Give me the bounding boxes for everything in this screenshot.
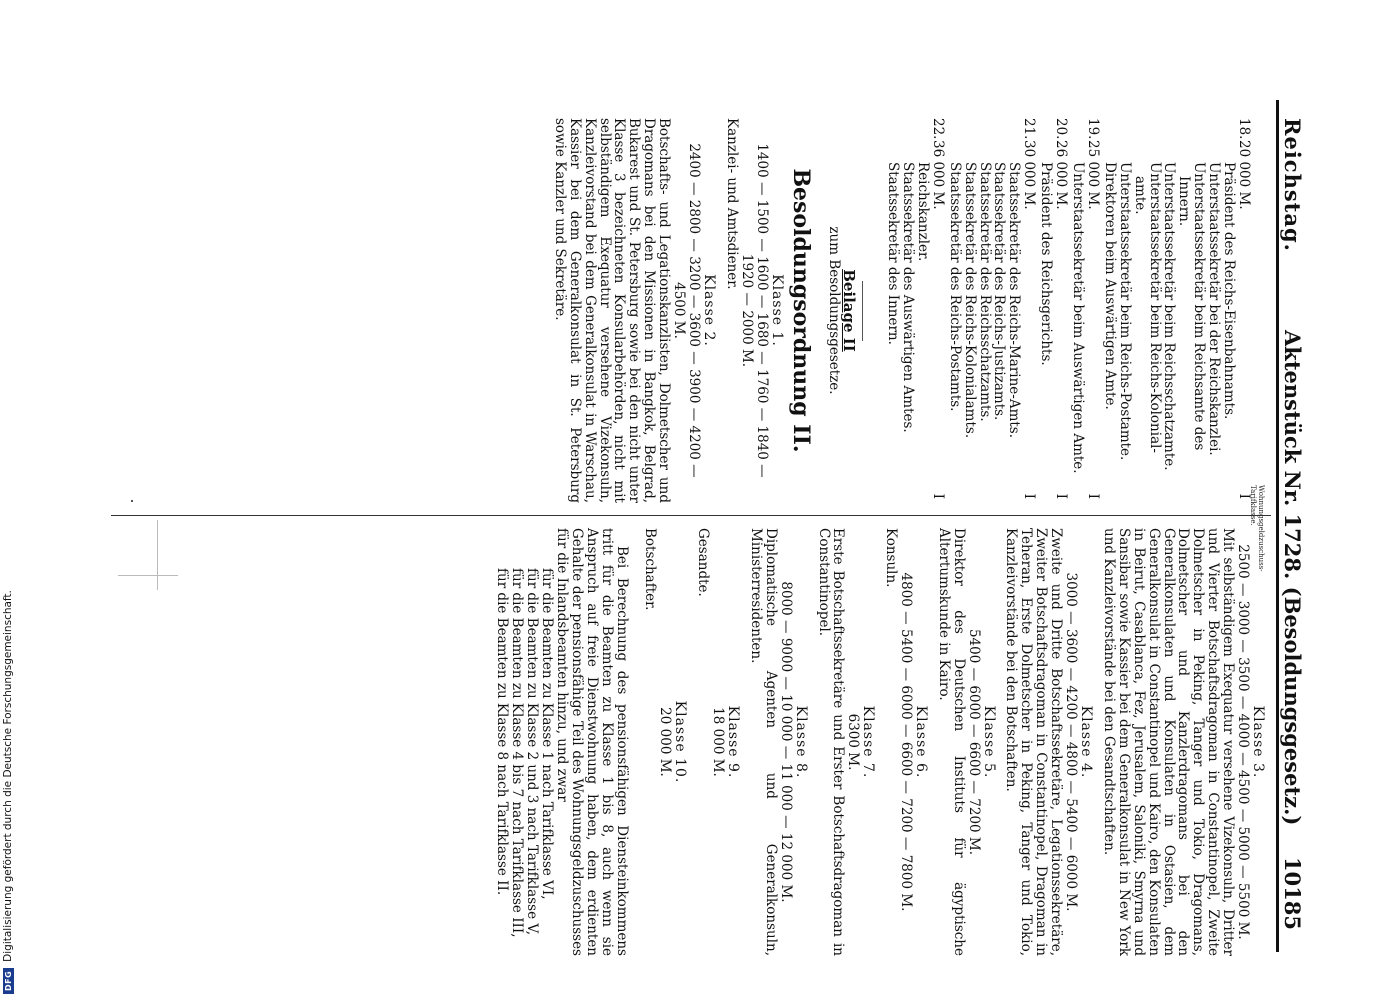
entry-position: Unterstaatssekretär beim Reichs-Postamte. — [1116, 162, 1133, 461]
rank-entries — [885, 118, 1251, 503]
klasse-6-label: Klasse 6. — [912, 705, 929, 779]
entry-position: Unterstaatssekretär beim Reichs-Kolonial- — [1146, 162, 1163, 453]
klasse-5-text: Direktor des Deutschen Instituts für ägyptische Altertumskunde in Kairo. — [935, 528, 967, 956]
entry-salary: 36 000 M. — [929, 140, 946, 210]
dfg-logo: DFG — [3, 968, 14, 994]
entry-salary: 20 000 M. — [1236, 140, 1252, 210]
tarifklasse-list-item: für die Beamten zu Klasse 1 nach Tarifklasse VI, — [539, 568, 556, 900]
tarifklasse-mark: I — [929, 493, 946, 499]
entry-position: Unterstaatssekretär bei der Reichskanzlei. — [1206, 162, 1223, 456]
klasse-10-text: Botschafter. — [642, 528, 659, 611]
entry-salary: 30 000 M. — [1021, 140, 1038, 210]
tarifklasse-list-item: für die Beamten zu Klasse 4 bis 7 nach Tarifklasse III, — [509, 568, 526, 938]
klasse-2-text: Botschafts- und Legationskanzlisten, Dolmetscher und Dragomans bei den Missionen in Bangkok, Belgrad, Bukarest und St. Petersburg sowie bei den nicht unter Klasse 3 bezeichneten Konsularbehörden, nicht mit selbständigem Exequatur versehene Vizekonsuln, Kanzleivorstand bei dem Generalkonsulat in Warschau, Kassier bei dem Generalkonsulat in St. Petersburg sowie Kanzler und Sekretäre. — [551, 118, 673, 503]
klasse-7-scale: 6300 M. — [845, 713, 862, 771]
klasse-2-scale: 2400 — 2800 — 3200 — 3600 — 3900 — 4200 — — [686, 143, 702, 478]
entry-position: Staatssekretär des Auswärtigen Amtes. — [900, 162, 917, 433]
klasse-3-scale: 2500 — 3000 — 3500 — 4000 — 4500 — 5000 — 5500 M. — [1235, 544, 1252, 940]
klasse-9-scale: 18 000 M. — [710, 707, 727, 777]
entry-position: Unterstaatssekretär beim Auswärtigen Amte. — [1070, 162, 1087, 474]
header-rule — [1276, 100, 1279, 952]
klasse-7-text: Erste Botschaftssekretäre und Erster Botschaftsdragoman in Constantinopel. — [815, 528, 847, 956]
right-column — [494, 528, 1265, 956]
beilage-heading: Beilage II — [840, 269, 859, 352]
header-reichstag: Reichstag. — [1280, 118, 1305, 252]
column-divider — [111, 515, 1271, 516]
klasse-2-scale-cont: 4500 M. — [671, 282, 688, 339]
tarifklasse-list-item: für die Beamten zu Klasse 2 und 3 nach Tarifklasse V, — [524, 568, 541, 936]
klasse-1-label: Klasse 1. — [768, 274, 785, 347]
klasse-2-label: Klasse 2. — [700, 274, 717, 347]
header-aktenstueck: Aktenstück Nr. 1728. (Besoldungsgesetz.) — [1280, 330, 1305, 826]
tarifklasse-mark: I — [1021, 493, 1038, 499]
klasse-8-label: Klasse 8. — [792, 705, 809, 779]
entry-position: Reichskanzler. — [914, 162, 931, 262]
credit-text: Digitalisierung gefördert durch die Deutsche Forschungsgemeinschaft. — [2, 590, 14, 962]
digitization-credit — [0, 0, 20, 1000]
beilage-subheading: zum Besoldungsgesetze. — [826, 226, 843, 395]
entry-salary: 26 000 M. — [1053, 140, 1070, 210]
entry-position: Staatssekretär des Reichs-Kolonialamts. — [961, 162, 978, 439]
entry-position: Unterstaatssekretär beim Reichsamte des — [1191, 162, 1208, 451]
entry-position: Unterstaatssekretär beim Reichsschatzamte. — [1161, 162, 1178, 471]
klasse-10-scale: 20 000 M. — [657, 707, 674, 777]
section-rule — [862, 281, 863, 341]
klasse-3-label: Klasse 3. — [1250, 705, 1266, 779]
klasse-9-text: Gesandte. — [695, 528, 712, 597]
klasse-4-scale: 3000 — 3600 — 4200 — 4800 — 5400 — 6000 M. — [1063, 572, 1080, 912]
klasse-1-scale-cont: 1920 — 2000 M. — [738, 253, 755, 368]
entry-number: 20. — [1053, 118, 1070, 140]
klasse-1-text: Kanzlei- und Amtsdiener. — [723, 118, 740, 290]
entry-position: Präsident des Reichsgerichts. — [1038, 162, 1055, 366]
entry-position: Staatssekretär des Reichs-Justizamts. — [991, 162, 1008, 421]
scan-speck — [131, 500, 133, 502]
klasse-7-label: Klasse 7. — [860, 705, 877, 779]
entry-number: 18. — [1236, 118, 1252, 140]
klasse-10-label: Klasse 10. — [672, 700, 689, 784]
tarifklasse-list-item: für die Beamten zu Klasse 8 nach Tarifklasse II. — [494, 568, 511, 896]
pension-paragraph: Bei Berechnung des pensionsfähigen Diensteinkommens tritt für die Beamten zu Klasse 1 bis 8, auch wenn sie Anspruch auf freie Dienstwohnung haben, dem erdienten Gehalte der pensionsfähige Teil des Wohnungsgeldzuschusses für die Inlandsbeamten hinzu, und zwar — [553, 528, 630, 956]
klasse-6-text: Konsuln. — [883, 528, 900, 588]
klasse-8-scale: 8000 — 9000 — 10 000 — 11 000 — 12 000 M. — [777, 581, 794, 903]
entry-number: 21. — [1021, 118, 1038, 140]
tarifklasse-mark: I — [1084, 493, 1101, 499]
klasse-4-label: Klasse 4. — [1078, 705, 1095, 779]
rank-entry — [885, 118, 945, 503]
klasse-5-label: Klasse 5. — [980, 705, 997, 779]
klasse-1-scale: 1400 — 1500 — 1600 — 1680 — 1760 — 1840 — — [753, 143, 770, 478]
tarifklasse-list — [494, 528, 554, 956]
entry-position: Staatssekretär des Innern. — [885, 162, 902, 345]
tarifklasse-mark: I — [1236, 493, 1252, 499]
entry-position: Staatssekretär des Reichsschatzamts. — [976, 162, 993, 422]
entry-position: Direktoren beim Auswärtigen Amte. — [1101, 162, 1118, 410]
entry-position: Innern. — [1176, 176, 1193, 227]
tarifklasse-mark: I — [1053, 493, 1070, 499]
entry-number: 19. — [1084, 118, 1101, 140]
entry-salary: 25 000 M. — [1084, 140, 1101, 210]
klasse-3-text: Mit selbständigem Exequatur versehene Vizekonsuln, Dritter und Vierter Botschaftsdragoman in Constantinopel, Zweite Dolmetscher in Peking, Tanger und Tokio, Dragomans, Dolmetscher und Kanzlerdragomans bei den Generalkonsulaten und Konsulaten in Ostasien, dem Generalkonsulat in Constantinopel und Kairo, den Konsulaten in Beirut, Casablanca, Fez, Jerusalem, Saloniki, Smyrna und Sansibar sowie Kassier bei dem Generalkonsulat in New York und Kanzleivorstände bei den Gesandtschaften. — [1100, 528, 1237, 956]
entry-position: Präsident des Reichs-Eisenbahnamts. — [1221, 162, 1238, 420]
entry-position: amte. — [1131, 176, 1148, 215]
klasse-4-text: Zweite und Dritte Botschaftssekretäre, Legationssekretäre, Zweiter Botschaftsdragoman in Constantinopel, Dragoman in Teheran, Erste Dolmetscher in Peking, Tanger und Tokio, Kanzleivorstände bei den Botschaften. — [1003, 528, 1065, 956]
rank-entry — [1070, 118, 1100, 503]
klasse-9-label: Klasse 9. — [725, 705, 741, 779]
scan-mark — [118, 575, 178, 576]
rank-entry — [947, 118, 1036, 503]
rank-entry — [1102, 118, 1251, 503]
klasse-6-scale: 4800 — 5400 — 6000 — 6600 — 7200 — 7800 M. — [898, 572, 915, 912]
page-number: 10185 — [1280, 856, 1305, 930]
besoldungsordnung-title: Besoldungsordnung II. — [788, 168, 815, 453]
klasse-5-scale: 5400 — 6000 — 6600 — 7200 M. — [965, 628, 982, 856]
entry-position: Staatssekretär des Reichs-Postamts. — [946, 162, 963, 412]
scan-mark — [157, 520, 158, 590]
entry-position: Staatssekretär des Reichs-Marine-Amts. — [1006, 162, 1023, 439]
klasse-8-text: Diplomatische Agenten und Generalkonsuln, Ministerresidenten. — [747, 528, 779, 956]
rank-entry — [1038, 118, 1068, 503]
entry-number: 22. — [929, 118, 946, 140]
tarifklasse-column-head: Wohnungsgeldzuschuss-Tarifklasse. — [1249, 485, 1265, 572]
